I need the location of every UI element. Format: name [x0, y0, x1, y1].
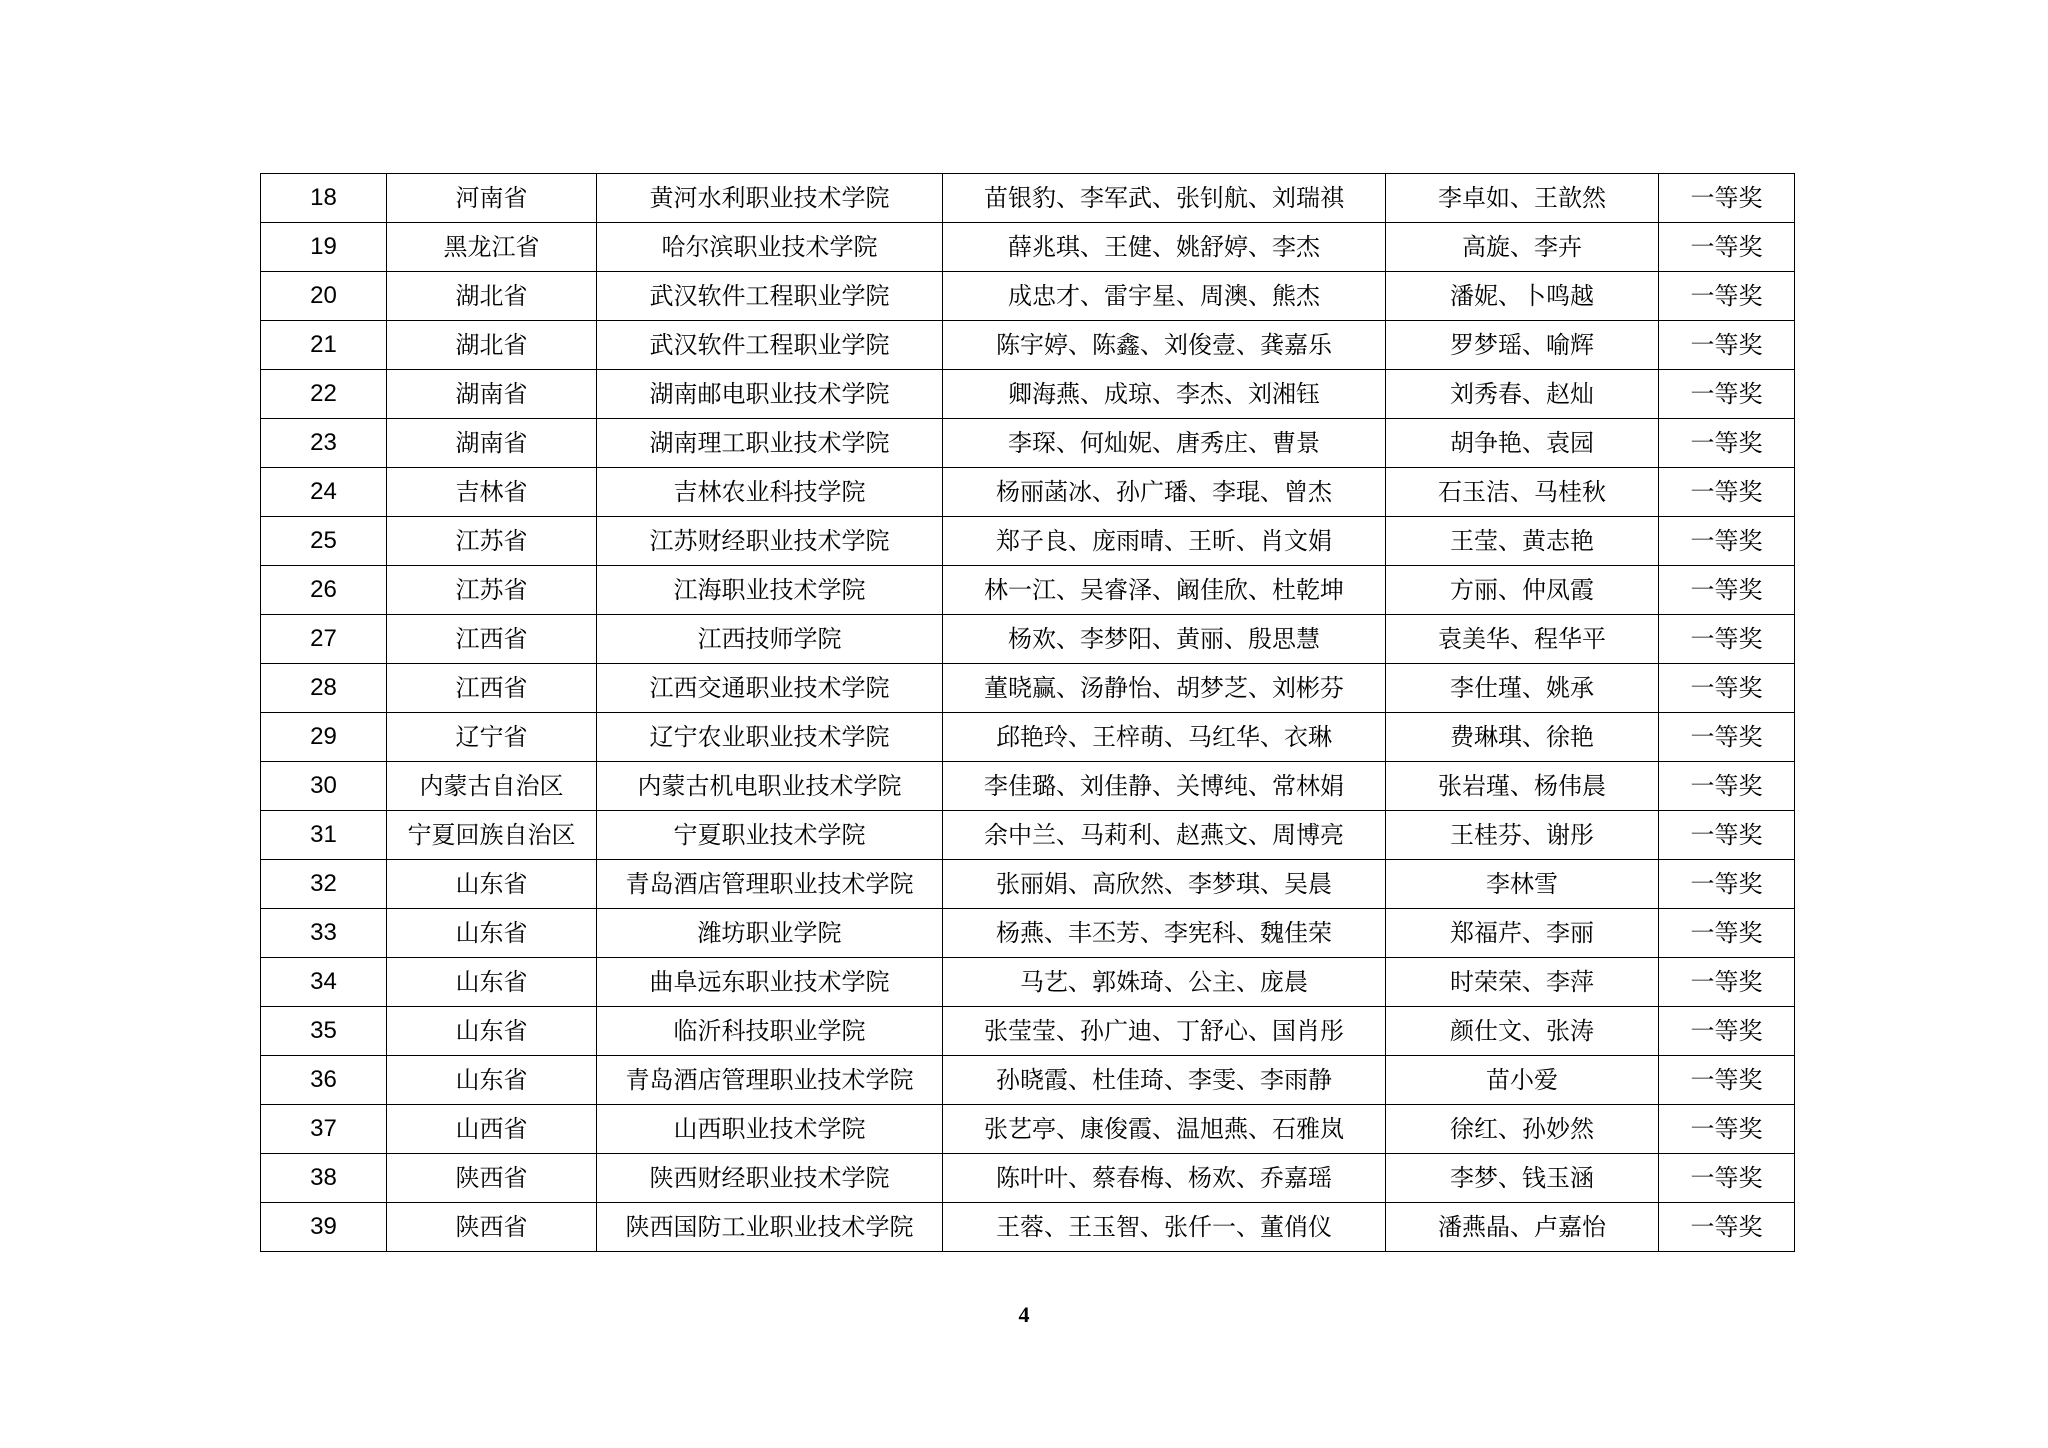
cell-students: 李琛、何灿妮、唐秀庄、曹景	[943, 419, 1386, 468]
cell-province: 河南省	[387, 174, 597, 223]
cell-teachers: 潘燕晶、卢嘉怡	[1386, 1203, 1659, 1252]
cell-students: 苗银豹、李军武、张钊航、刘瑞祺	[943, 174, 1386, 223]
cell-number: 22	[261, 370, 387, 419]
cell-teachers: 颜仕文、张涛	[1386, 1007, 1659, 1056]
cell-province: 湖南省	[387, 419, 597, 468]
cell-students: 马艺、郭姝琦、公主、庞晨	[943, 958, 1386, 1007]
cell-award: 一等奖	[1659, 272, 1795, 321]
cell-award: 一等奖	[1659, 517, 1795, 566]
cell-school: 哈尔滨职业技术学院	[597, 223, 943, 272]
table-row	[261, 517, 1795, 566]
cell-number: 24	[261, 468, 387, 517]
cell-teachers: 苗小爱	[1386, 1056, 1659, 1105]
cell-number: 36	[261, 1056, 387, 1105]
table-row	[261, 664, 1795, 713]
table-row	[261, 1007, 1795, 1056]
cell-number: 19	[261, 223, 387, 272]
cell-award: 一等奖	[1659, 664, 1795, 713]
table-row	[261, 370, 1795, 419]
cell-award: 一等奖	[1659, 811, 1795, 860]
cell-number: 31	[261, 811, 387, 860]
cell-students: 杨燕、丰丕芳、李宪科、魏佳荣	[943, 909, 1386, 958]
cell-students: 杨欢、李梦阳、黄丽、殷思慧	[943, 615, 1386, 664]
cell-school: 潍坊职业学院	[597, 909, 943, 958]
cell-students: 孙晓霞、杜佳琦、李雯、李雨静	[943, 1056, 1386, 1105]
cell-students: 杨丽菡冰、孙广璠、李琨、曾杰	[943, 468, 1386, 517]
cell-award: 一等奖	[1659, 223, 1795, 272]
cell-teachers: 胡争艳、袁园	[1386, 419, 1659, 468]
cell-award: 一等奖	[1659, 713, 1795, 762]
cell-province: 陕西省	[387, 1154, 597, 1203]
cell-school: 黄河水利职业技术学院	[597, 174, 943, 223]
cell-school: 青岛酒店管理职业技术学院	[597, 1056, 943, 1105]
cell-province: 江西省	[387, 615, 597, 664]
cell-award: 一等奖	[1659, 615, 1795, 664]
cell-teachers: 李卓如、王歆然	[1386, 174, 1659, 223]
cell-school: 陕西国防工业职业技术学院	[597, 1203, 943, 1252]
cell-province: 江苏省	[387, 566, 597, 615]
cell-students: 李佳璐、刘佳静、关博纯、常林娟	[943, 762, 1386, 811]
table-row	[261, 468, 1795, 517]
cell-number: 34	[261, 958, 387, 1007]
cell-award: 一等奖	[1659, 1203, 1795, 1252]
table-row	[261, 223, 1795, 272]
cell-number: 26	[261, 566, 387, 615]
cell-school: 湖南邮电职业技术学院	[597, 370, 943, 419]
cell-number: 18	[261, 174, 387, 223]
table-row	[261, 860, 1795, 909]
cell-school: 吉林农业科技学院	[597, 468, 943, 517]
table-row	[261, 909, 1795, 958]
cell-province: 山东省	[387, 909, 597, 958]
table-row	[261, 272, 1795, 321]
cell-teachers: 徐红、孙妙然	[1386, 1105, 1659, 1154]
cell-province: 山东省	[387, 1007, 597, 1056]
cell-teachers: 刘秀春、赵灿	[1386, 370, 1659, 419]
cell-students: 王蓉、王玉智、张仟一、董俏仪	[943, 1203, 1386, 1252]
cell-teachers: 潘妮、卜鸣越	[1386, 272, 1659, 321]
cell-number: 38	[261, 1154, 387, 1203]
cell-school: 江西交通职业技术学院	[597, 664, 943, 713]
cell-award: 一等奖	[1659, 909, 1795, 958]
cell-school: 江海职业技术学院	[597, 566, 943, 615]
cell-school: 曲阜远东职业技术学院	[597, 958, 943, 1007]
cell-school: 江苏财经职业技术学院	[597, 517, 943, 566]
table-row	[261, 321, 1795, 370]
cell-school: 山西职业技术学院	[597, 1105, 943, 1154]
cell-award: 一等奖	[1659, 860, 1795, 909]
table-row	[261, 419, 1795, 468]
cell-teachers: 郑福芹、李丽	[1386, 909, 1659, 958]
cell-province: 湖北省	[387, 321, 597, 370]
cell-number: 35	[261, 1007, 387, 1056]
cell-province: 吉林省	[387, 468, 597, 517]
cell-province: 宁夏回族自治区	[387, 811, 597, 860]
cell-teachers: 方丽、仲凤霞	[1386, 566, 1659, 615]
cell-province: 黑龙江省	[387, 223, 597, 272]
cell-teachers: 李林雪	[1386, 860, 1659, 909]
cell-school: 辽宁农业职业技术学院	[597, 713, 943, 762]
cell-students: 成忠才、雷宇星、周澳、熊杰	[943, 272, 1386, 321]
cell-province: 山西省	[387, 1105, 597, 1154]
cell-province: 山东省	[387, 1056, 597, 1105]
table-row	[261, 615, 1795, 664]
awards-table	[260, 173, 1795, 1252]
cell-number: 39	[261, 1203, 387, 1252]
cell-province: 湖南省	[387, 370, 597, 419]
cell-award: 一等奖	[1659, 174, 1795, 223]
cell-number: 30	[261, 762, 387, 811]
table-row	[261, 566, 1795, 615]
table-row	[261, 174, 1795, 223]
cell-students: 薛兆琪、王健、姚舒婷、李杰	[943, 223, 1386, 272]
page-number: 4	[1018, 1302, 1030, 1327]
cell-students: 张莹莹、孙广迪、丁舒心、国肖彤	[943, 1007, 1386, 1056]
cell-province: 山东省	[387, 958, 597, 1007]
cell-students: 张丽娟、高欣然、李梦琪、吴晨	[943, 860, 1386, 909]
cell-teachers: 李梦、钱玉涵	[1386, 1154, 1659, 1203]
cell-number: 20	[261, 272, 387, 321]
cell-students: 邱艳玲、王梓萌、马红华、衣琳	[943, 713, 1386, 762]
cell-award: 一等奖	[1659, 419, 1795, 468]
cell-award: 一等奖	[1659, 958, 1795, 1007]
cell-school: 青岛酒店管理职业技术学院	[597, 860, 943, 909]
cell-school: 宁夏职业技术学院	[597, 811, 943, 860]
cell-award: 一等奖	[1659, 566, 1795, 615]
cell-province: 陕西省	[387, 1203, 597, 1252]
cell-award: 一等奖	[1659, 1154, 1795, 1203]
cell-province: 内蒙古自治区	[387, 762, 597, 811]
cell-teachers: 时荣荣、李萍	[1386, 958, 1659, 1007]
table-row	[261, 1154, 1795, 1203]
table-row	[261, 713, 1795, 762]
cell-award: 一等奖	[1659, 370, 1795, 419]
awards-table-body	[261, 174, 1795, 1252]
cell-school: 内蒙古机电职业技术学院	[597, 762, 943, 811]
cell-teachers: 袁美华、程华平	[1386, 615, 1659, 664]
cell-teachers: 费琳琪、徐艳	[1386, 713, 1659, 762]
cell-number: 28	[261, 664, 387, 713]
cell-teachers: 高旋、李卉	[1386, 223, 1659, 272]
table-row	[261, 762, 1795, 811]
cell-teachers: 王莹、黄志艳	[1386, 517, 1659, 566]
cell-number: 27	[261, 615, 387, 664]
table-row	[261, 1203, 1795, 1252]
cell-teachers: 石玉洁、马桂秋	[1386, 468, 1659, 517]
cell-students: 郑子良、庞雨晴、王昕、肖文娟	[943, 517, 1386, 566]
cell-teachers: 罗梦瑶、喻辉	[1386, 321, 1659, 370]
cell-number: 32	[261, 860, 387, 909]
cell-award: 一等奖	[1659, 1105, 1795, 1154]
cell-teachers: 王桂芬、谢彤	[1386, 811, 1659, 860]
cell-award: 一等奖	[1659, 1007, 1795, 1056]
cell-school: 武汉软件工程职业学院	[597, 321, 943, 370]
cell-students: 余中兰、马莉利、赵燕文、周博亮	[943, 811, 1386, 860]
cell-province: 江西省	[387, 664, 597, 713]
cell-province: 江苏省	[387, 517, 597, 566]
cell-number: 21	[261, 321, 387, 370]
cell-award: 一等奖	[1659, 1056, 1795, 1105]
table-row	[261, 1105, 1795, 1154]
cell-number: 37	[261, 1105, 387, 1154]
cell-students: 张艺亭、康俊霞、温旭燕、石雅岚	[943, 1105, 1386, 1154]
cell-school: 湖南理工职业技术学院	[597, 419, 943, 468]
cell-number: 23	[261, 419, 387, 468]
cell-province: 湖北省	[387, 272, 597, 321]
cell-province: 山东省	[387, 860, 597, 909]
cell-province: 辽宁省	[387, 713, 597, 762]
cell-number: 33	[261, 909, 387, 958]
cell-school: 江西技师学院	[597, 615, 943, 664]
cell-students: 董晓赢、汤静怡、胡梦芝、刘彬芬	[943, 664, 1386, 713]
table-row	[261, 811, 1795, 860]
cell-students: 卿海燕、成琼、李杰、刘湘钰	[943, 370, 1386, 419]
cell-teachers: 张岩瑾、杨伟晨	[1386, 762, 1659, 811]
cell-students: 林一江、吴睿泽、阚佳欣、杜乾坤	[943, 566, 1386, 615]
cell-school: 临沂科技职业学院	[597, 1007, 943, 1056]
cell-students: 陈叶叶、蔡春梅、杨欢、乔嘉瑶	[943, 1154, 1386, 1203]
cell-award: 一等奖	[1659, 762, 1795, 811]
cell-number: 29	[261, 713, 387, 762]
table-row	[261, 958, 1795, 1007]
cell-number: 25	[261, 517, 387, 566]
cell-teachers: 李仕瑾、姚承	[1386, 664, 1659, 713]
table-row	[261, 1056, 1795, 1105]
cell-school: 武汉软件工程职业学院	[597, 272, 943, 321]
cell-award: 一等奖	[1659, 321, 1795, 370]
cell-award: 一等奖	[1659, 468, 1795, 517]
cell-school: 陕西财经职业技术学院	[597, 1154, 943, 1203]
cell-students: 陈宇婷、陈鑫、刘俊壹、龚嘉乐	[943, 321, 1386, 370]
